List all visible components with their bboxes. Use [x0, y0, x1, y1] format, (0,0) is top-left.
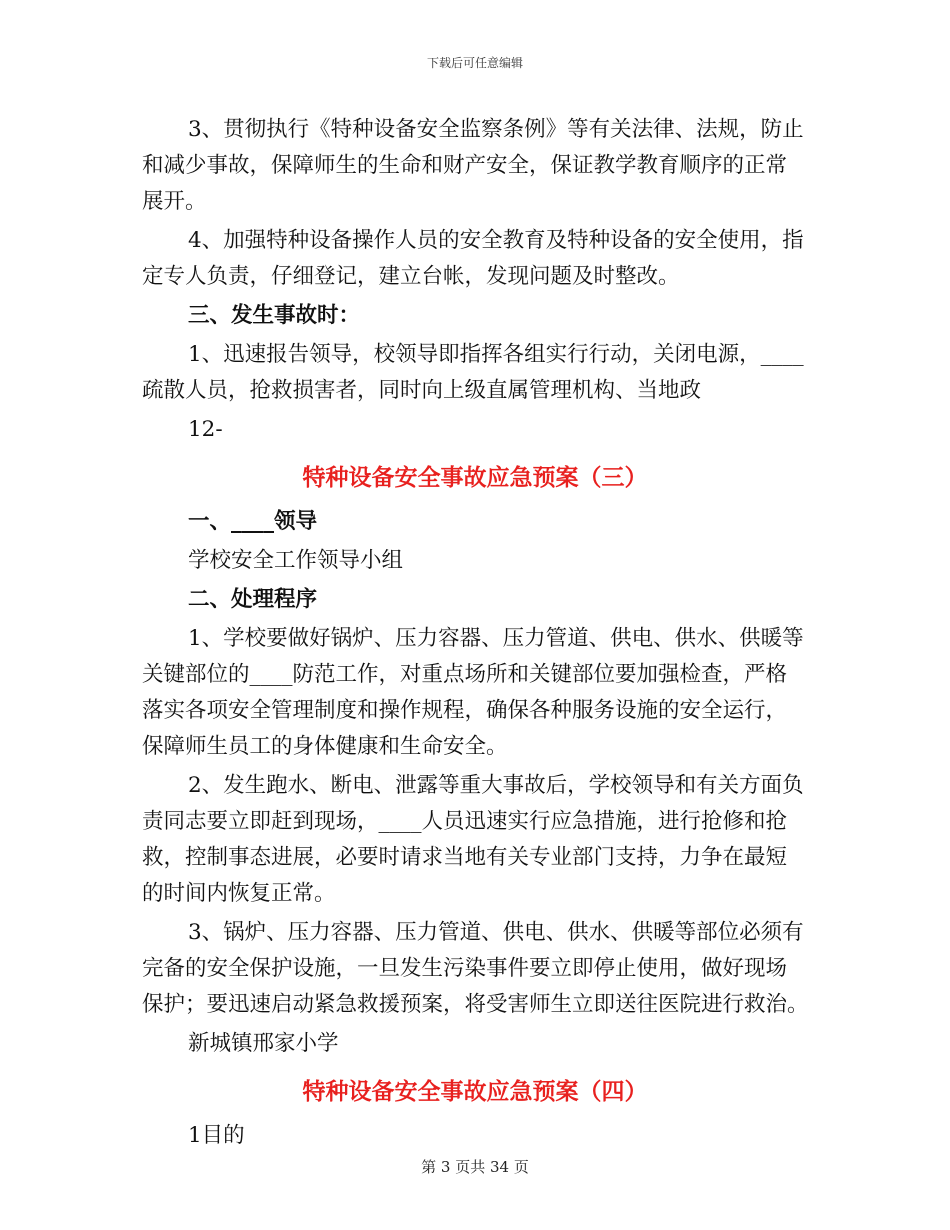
item3-line-3: 展开。	[142, 189, 207, 214]
heading-procedure: 二、处理程序	[188, 587, 318, 612]
page-marker: 12-	[188, 417, 223, 442]
procedure-item1-line-4: 保障师生员工的身体健康和生命安全。	[142, 734, 508, 759]
procedure-item3-line-3: 保护；要迅速启动紧急救援预案，将受害师生立即送往医院进行救治。	[142, 992, 809, 1017]
item4-line-1: 4、加强特种设备操作人员的安全教育及特种设备的安全使用，指	[188, 228, 804, 253]
accident-item1-line-2: 疏散人员，抢救损害者，同时向上级直属管理机构、当地政	[142, 378, 702, 403]
heading-accident: 三、发生事故时：	[188, 303, 361, 328]
purpose-heading: 1目的	[188, 1123, 245, 1148]
page-footer: 第 3 页共 34 页	[421, 1158, 529, 1176]
continued-section	[142, 112, 808, 448]
procedure-item2-line-2: 责同志要立即赶到现场，____人员迅速实行应急措施，进行抢修和抢	[142, 809, 788, 834]
item3-line-2: 和减少事故，保障师生的生命和财产安全，保证教学教育顺序的正常	[142, 153, 788, 178]
section-four	[142, 1074, 808, 1154]
procedure-item1-line-1: 1、学校要做好锅炉、压力容器、压力管道、供电、供水、供暖等	[188, 626, 804, 651]
section-three-title: 特种设备安全事故应急预案（三）	[302, 464, 648, 491]
item4-line-2: 定专人负责，仔细登记，建立台帐，发现问题及时整改。	[142, 264, 680, 289]
procedure-item3-line-2: 完备的安全保护设施，一旦发生污染事件要立即停止使用，做好现场	[142, 956, 788, 981]
procedure-item1-line-3: 落实各项安全管理制度和操作规程，确保各种服务设施的安全运行，	[142, 698, 788, 723]
heading-leadership: 一、____领导	[188, 509, 318, 534]
procedure-item2-line-3: 救，控制事态进展，必要时请求当地有关专业部门支持，力争在最短	[142, 845, 788, 870]
procedure-item3-line-1: 3、锅炉、压力容器、压力管道、供电、供水、供暖等部位必须有	[188, 920, 804, 945]
section-four-title: 特种设备安全事故应急预案（四）	[302, 1078, 648, 1105]
leader-group: 学校安全工作领导小组	[188, 548, 404, 573]
procedure-item2-line-4: 的时间内恢复正常。	[142, 881, 336, 906]
procedure-item1-line-2: 关键部位的____防范工作，对重点场所和关键部位要加强检查，严格	[142, 662, 788, 687]
item3-line-1: 3、贯彻执行《特种设备安全监察条例》等有关法律、法规，防止	[188, 117, 804, 142]
section-three	[142, 460, 808, 1062]
procedure-item2-line-1: 2、发生跑水、断电、泄露等重大事故后，学校领导和有关方面负	[188, 773, 804, 798]
header-note: 下载后可任意编辑	[426, 56, 523, 70]
school-name: 新城镇邢家小学	[188, 1031, 339, 1056]
document-body	[142, 112, 808, 1154]
accident-item1-line-1: 1、迅速报告领导，校领导即指挥各组实行行动，关闭电源，____	[188, 342, 804, 367]
